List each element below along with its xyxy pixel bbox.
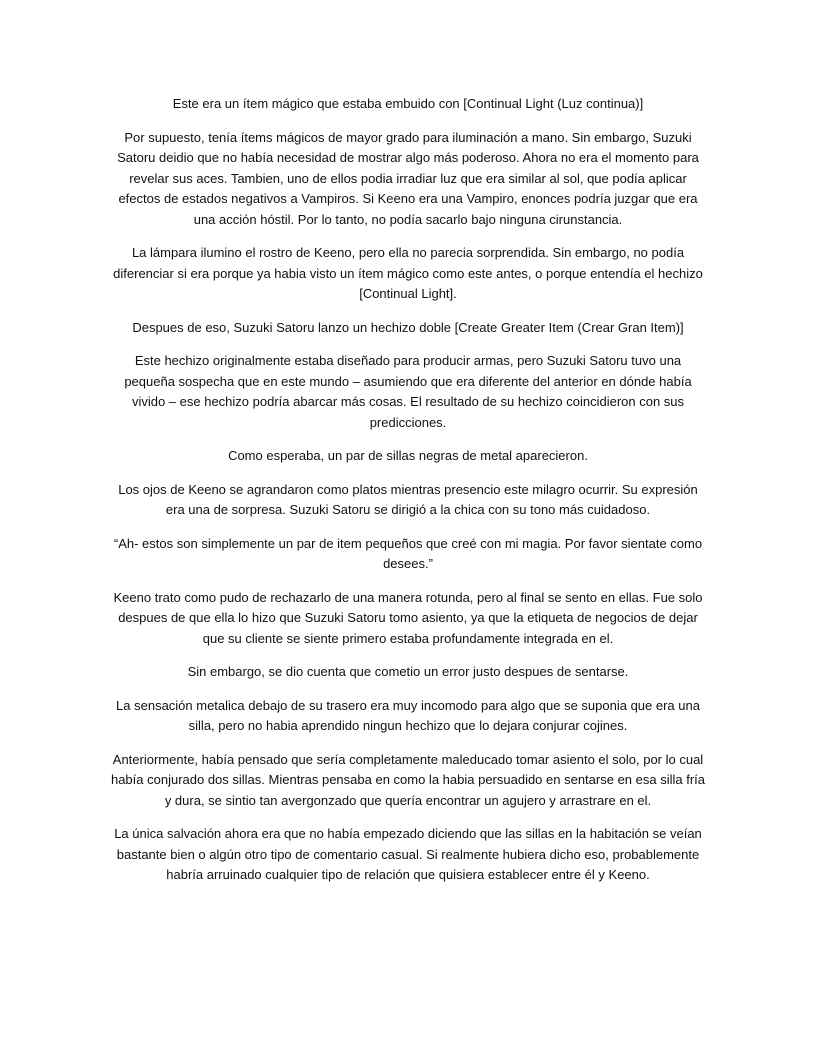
paragraph: Despues de eso, Suzuki Satoru lanzo un hechizo doble [Create Greater Item (Crear Gran Item)]	[132, 319, 684, 335]
paragraph: Los ojos de Keeno se agrandaron como platos mientras presencio este milagro ocurrir. Su expresión era una de sorpresa. Suzuki Satoru se dirigió a la chica con su tono más cuidadoso.	[118, 481, 698, 517]
paragraph: La sensación metalica debajo de su trasero era muy incomodo para algo que se suponia que era una silla, pero no habia aprendido ningun hechizo que lo dejara conjurar cojines.	[116, 697, 700, 733]
paragraph: “Ah- estos son simplemente un par de item pequeños que creé con mi magia. Por favor sientate como desees.”	[113, 535, 703, 571]
paragraph: Como esperaba, un par de sillas negras de metal aparecieron.	[228, 448, 588, 463]
document-body	[110, 94, 706, 899]
paragraph: Anteriormente, había pensado que sería completamente maleducado tomar asiento el solo, por lo cual había conjurado dos sillas. Mientras pensaba en como la habia persuadido en sentarse en esa silla fría y dura, se sintio tan avergonzado que quería encontrar un agujero y arrastrare en el.	[110, 751, 706, 808]
paragraph: Sin embargo, se dio cuenta que cometio un error justo despues de sentarse.	[187, 664, 629, 679]
paragraph: Este hechizo originalmente estaba diseñado para producir armas, pero Suzuki Satoru tuvo una pequeña sospecha que en este mundo – asumiendo que era diferente del anterior en dónde había vivido – ese hechizo podría abarcar más cosas. El resultado de su hechizo coincidieron con sus predicciones.	[124, 353, 692, 430]
paragraph: La única salvación ahora era que no había empezado diciendo que las sillas en la habitación se veían bastante bien o algún otro tipo de comentario casual. Si realmente hubiera dicho eso, probablemente habría arruinado cualquier tipo de relación que quisiera establecer entre él y Keeno.	[114, 826, 702, 882]
paragraph: Por supuesto, tenía ítems mágicos de mayor grado para iluminación a mano. Sin embargo, Suzuki Satoru deidio que no había necesidad de mostrar algo más poderoso. Ahora no era el momento para revelar sus aces. Tambien, uno de ellos podia irradiar luz que era similar al sol, que podía aplicar efectos de estados negativos a Vampiros. Si Keeno era una Vampiro, enonces podría juzgar que era una acción hóstil. Por lo tanto, no podía sacarlo bajo ninguna cirunstancia.	[117, 129, 699, 227]
paragraph: La lámpara ilumino el rostro de Keeno, pero ella no parecia sorprendida. Sin embargo, no podía diferenciar si era porque ya habia visto un ítem mágico como este antes, o porque entendía el hechizo [Continual Light].	[113, 245, 703, 301]
paragraph: Keeno trato como pudo de rechazarlo de una manera rotunda, pero al final se sento en ellas. Fue solo despues de que ella lo hizo que Suzuki Satoru tomo asiento, ya que la etiqueta de negocios de dejar que su cliente se siente primero estaba profundamente integrada en el.	[113, 589, 703, 646]
paragraph: Este era un ítem mágico que estaba embuido con [Continual Light (Luz continua)]	[172, 96, 644, 111]
